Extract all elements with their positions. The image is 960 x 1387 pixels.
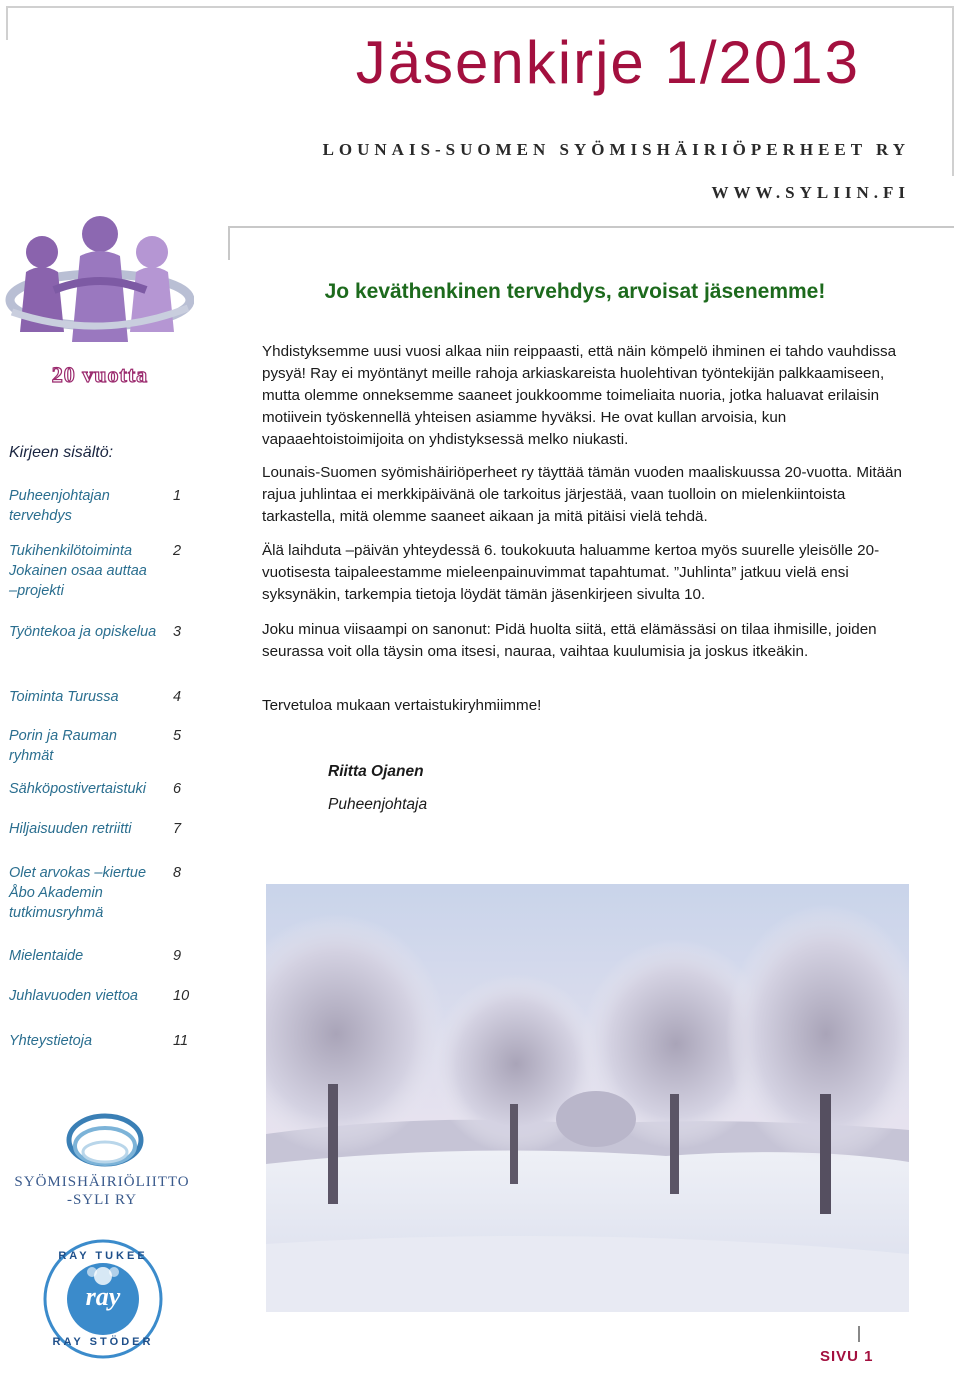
toc-item[interactable] [9, 819, 189, 839]
toc-item[interactable] [9, 1031, 189, 1051]
toc-item-page: 8 [173, 865, 182, 881]
article-headline: Jo keväthenkinen tervehdys, arvoisat jäsenemme! [324, 280, 826, 303]
ray-top-text: RAY TUKEE [58, 1250, 148, 1262]
toc-item-page: 10 [173, 988, 190, 1004]
toc-item-label: Mielentaide [9, 948, 84, 964]
toc-item[interactable] [9, 986, 189, 1006]
toc-item-label: Toiminta Turussa [9, 689, 119, 705]
toc-item-page: 5 [173, 728, 182, 744]
frame-line-top [6, 6, 954, 8]
toc-item-label: Tukihenkilötoiminta Jokainen osaa auttaa –projekti [9, 543, 147, 599]
toc-item-page: 3 [173, 624, 182, 640]
signature-role: Puheenjohtaja [328, 796, 428, 813]
toc-item-label: Hiljaisuuden retriitti [9, 821, 132, 837]
anniversary-label: 20 vuotta [51, 362, 149, 387]
website-url[interactable]: WWW.SYLIIN.FI [711, 183, 910, 202]
page-number-rule [858, 1326, 860, 1342]
toc-item-page: 4 [173, 689, 182, 705]
ray-bottom-text: RAY STÖDER [52, 1336, 154, 1348]
article-paragraph: Älä laihduta –päivän yhteydessä 6. toukokuuta haluamme kertoa myös suurelle yleisölle 20-vuotisesta taipaleestamme mieleenpainuvimmat tapahtumat. ”Juhlinta” jatkuu vielä ensi syksynäkin, tarkempia tietoja löydät tämän jäsenkirjeen sivulta 10. [262, 542, 880, 603]
toc-item[interactable] [9, 726, 189, 766]
toc-item[interactable] [9, 622, 189, 642]
toc-item-label: Porin ja Rauman ryhmät [9, 728, 117, 764]
toc-item-label: Juhlavuoden viettoa [9, 988, 138, 1004]
syli-logo-mark [60, 1110, 150, 1170]
toc-item-page: 9 [173, 948, 182, 964]
association-people-logo [4, 212, 194, 362]
page-number: SIVU 1 [820, 1348, 874, 1365]
article-paragraph: Yhdistyksemme uusi vuosi alkaa niin reippaasti, että näin kömpelö ihminen ei tahdo vauhdissa pysyä! Ray ei myöntänyt meille rahoja arkiaskareista huolehtivan työntekijän palkkaamiseen, mutta olemme onneksemme saaneet joukkoomme toimeliaita nuoria, jotka haluavat erilaisin motiivein työskennellä yhteisen asiamme hyväksi. He ovat kullan arvoisia, kun vapaaehtoistoimijoita on yhdistyksessä melko niukasti. [262, 343, 897, 448]
signature-name: Riitta Ojanen [328, 763, 424, 780]
winter-landscape-photo [266, 884, 909, 1312]
toc-item-label: Sähköpostivertaistuki [9, 781, 147, 797]
toc-item[interactable] [9, 779, 189, 799]
toc-item[interactable] [9, 863, 189, 923]
ray-badge [42, 1238, 164, 1360]
article-paragraph: Joku minua viisaampi on sanonut: Pidä huolta siitä, että elämässäsi on tilaa ihmisille, joiden seurassa voit olla täysin oma itsesi, nauraa, vaihtaa kuulumisia ja joskus itkeäkin. [262, 621, 877, 660]
frame-line-left [6, 6, 8, 40]
toc-item-label: Olet arvokas –kiertue Åbo Akademin tutkimusryhmä [9, 865, 147, 921]
syli-logo-text: SYÖMISHÄIRIÖLIITTO -SYLI RY [14, 1174, 190, 1208]
toc-item-page: 1 [173, 488, 182, 504]
toc-item-page: 11 [173, 1033, 189, 1049]
toc-item-page: 7 [173, 821, 182, 837]
headline-rule-corner [228, 226, 230, 260]
article-paragraph: Lounais-Suomen syömishäiriöperheet ry täyttää tämän vuoden maaliskuussa 20-vuotta. Mitään rajua juhlintaa ei merkkipäivänä ole tarkoitus järjestää, vaan tuolloin on mielenkiintoista tarkastella, mitä olemme saaneet aikaan ja mitä pitäisi vielä tehdä. [262, 464, 902, 525]
toc-item[interactable] [9, 946, 189, 966]
frame-line-right [952, 6, 954, 176]
toc-item-page: 2 [173, 543, 182, 559]
headline-rule [228, 226, 954, 228]
toc-item[interactable] [9, 541, 189, 601]
ray-center-text: ray [85, 1282, 121, 1311]
toc-item-label: Puheenjohtajan tervehdys [9, 488, 110, 524]
toc-title: Kirjeen sisältö: [9, 444, 114, 461]
article-paragraph: Tervetuloa mukaan vertaistukiryhmiimme! [262, 697, 542, 714]
toc-item-label: Työntekoa ja opiskelua [9, 624, 157, 640]
organization-name: LOUNAIS-SUOMEN SYÖMISHÄIRIÖPERHEET RY [322, 140, 910, 159]
newsletter-title: Jäsenkirje 1/2013 [355, 29, 860, 96]
toc-item-label: Yhteystietoja [9, 1033, 93, 1049]
toc-item-page: 6 [173, 781, 182, 797]
toc-item[interactable] [9, 687, 189, 707]
toc-item[interactable] [9, 486, 189, 526]
